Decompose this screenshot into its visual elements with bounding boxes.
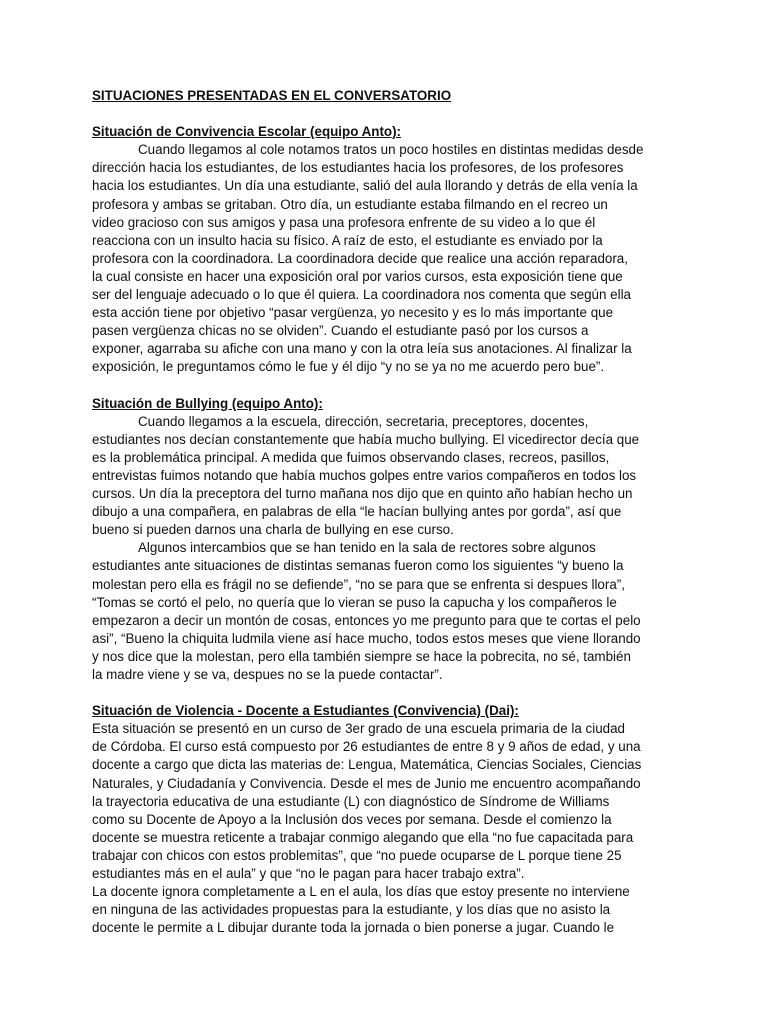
body-line: “Tomas se cortó el pelo, no quería que lo vieran se puso la capucha y los compañeros le — [92, 594, 617, 610]
body-line: hacia los estudiantes. Un día una estudiante, salió del aula llorando y detrás de ella venía la — [92, 178, 638, 194]
body-line: estudiantes nos decían constantemente que había mucho bullying. El vicedirector decía que — [92, 431, 640, 447]
body-line: de Córdoba. El curso está compuesto por 26 estudiantes de entre 8 y 9 años de edad, y una — [92, 739, 641, 755]
body-line: Algunos intercambios que se han tenido en la sala de rectores sobre algunos — [138, 540, 596, 556]
body-line: estudiantes más en el aula” y que “no le pagan para hacer trabajo extra”. — [92, 866, 525, 882]
body-line: empezaron a decir un montón de cosas, entonces yo me pregunto para que te cortas el pelo — [92, 612, 641, 628]
body-line: molestan pero ella es frágil no se defiende”, “no se para que se enfrenta si despues llora”, — [92, 576, 625, 592]
body-line: es la problemática principal. A medida que fuimos observando clases, recreos, pasillos, — [92, 449, 610, 465]
body-line: la cual consiste en hacer una exposición oral por varios cursos, esta exposición tiene que — [92, 268, 623, 284]
body-line: video gracioso con sus amigos y pasa una profesora enfrente de su video a lo que él — [92, 214, 596, 230]
body-line: cursos. Un día la preceptora del turno mañana nos dijo que en quinto año habían hecho un — [92, 486, 633, 502]
body-line: dirección hacia los estudiantes, de los estudiantes hacia los profesores, de los profesores — [92, 160, 624, 176]
body-line: pasen vergüenza chicas no se olviden”. Cuando el estudiante pasó por los cursos a — [92, 323, 589, 339]
body-line: dibujo a una compañera, en palabras de ella “le hacían bullying antes por gorda”, así que — [92, 504, 622, 520]
body-line: la trayectoria educativa de una estudiante (L) con diagnóstico de Síndrome de Williams — [92, 793, 610, 809]
body-line: profesora con la coordinadora. La coordinadora decide que realice una acción reparadora, — [92, 250, 628, 266]
body-line: docente le permite a L dibujar durante toda la jornada o bien ponerse a jugar. Cuando le — [92, 920, 615, 936]
body-line: Naturales, y Ciudadanía y Convivencia. Desde el mes de Junio me encuentro acompañando — [92, 775, 641, 791]
body-line: profesora y ambas se gritaban. Otro día, un estudiante estaba filmando en el recreo un — [92, 196, 608, 212]
body-line: Cuando llegamos al cole notamos tratos un poco hostiles en distintas medidas desde — [138, 142, 644, 158]
spacer — [92, 684, 682, 702]
section-heading: Situación de Violencia - Docente a Estudiantes (Convivencia) (Dai): — [92, 703, 519, 719]
body-line: la madre viene y se va, despues no se la puede contactar”. — [92, 667, 443, 682]
spacer — [92, 105, 682, 123]
body-line: reacciona con un insulto hacia su físico. A raíz de esto, el estudiante es enviado por la — [92, 232, 603, 248]
body-line: asi”, “Bueno la chiquita ludmila viene así hace mucho, todos estos meses que viene llorando — [92, 630, 641, 646]
body-line: esta acción tiene por objetivo “pasar vergüenza, yo necesito y es lo más importante que — [92, 305, 614, 321]
body-line: docente a cargo que dicta las materias de: Lengua, Matemática, Ciencias Sociales, Ciencias — [92, 757, 642, 773]
body-line: trabajar con chicos con estos problemitas”, que “no puede ocuparse de L porque tiene 25 — [92, 847, 622, 863]
body-line: ser del lenguaje adecuado o lo que él quiera. La coordinadora nos comenta que según ella — [92, 287, 631, 303]
document-page — [92, 87, 682, 937]
document-title: SITUACIONES PRESENTADAS EN EL CONVERSATORIO — [92, 88, 452, 103]
body-line: como su Docente de Apoyo a la Inclusión dos veces por semana. Desde el comienzo la — [92, 811, 612, 827]
section-heading: Situación de Convivencia Escolar (equipo Anto): — [92, 124, 402, 140]
body-line: bueno si pueden darnos una charla de bullying en ese curso. — [92, 522, 454, 538]
body-line: estudiantes ante situaciones de distintas semanas fueron como los siguientes “y bueno la — [92, 558, 624, 574]
section-heading: Situación de Bullying (equipo Anto): — [92, 395, 323, 411]
body-line: exponer, agarraba su afiche con una mano y con la otra leía sus anotaciones. Al finalizar la — [92, 341, 632, 357]
body-line: Cuando llegamos a la escuela, dirección, secretaria, preceptores, docentes, — [138, 413, 589, 429]
body-line: y nos dice que la molestan, pero ella también siempre se hace la pobrecita, no sé, también — [92, 648, 631, 664]
body-line: Esta situación se presentó en un curso de 3er grado de una escuela primaria de la ciudad — [92, 721, 625, 737]
body-line: La docente ignora completamente a L en el aula, los días que estoy presente no interviene — [92, 884, 630, 900]
body-line: en ninguna de las actividades propuestas para la estudiante, y los días que no asisto la — [92, 902, 611, 918]
body-line: docente se muestra reticente a trabajar conmigo alegando que ella “no fue capacitada para — [92, 829, 634, 845]
body-line: entrevistas fuimos notando que había muchos golpes entre varios compañeros en todos los — [92, 467, 637, 483]
body-line: exposición, le preguntamos cómo le fue y él dijo “y no se ya no me acuerdo pero bue”. — [92, 359, 605, 375]
spacer — [92, 377, 682, 395]
